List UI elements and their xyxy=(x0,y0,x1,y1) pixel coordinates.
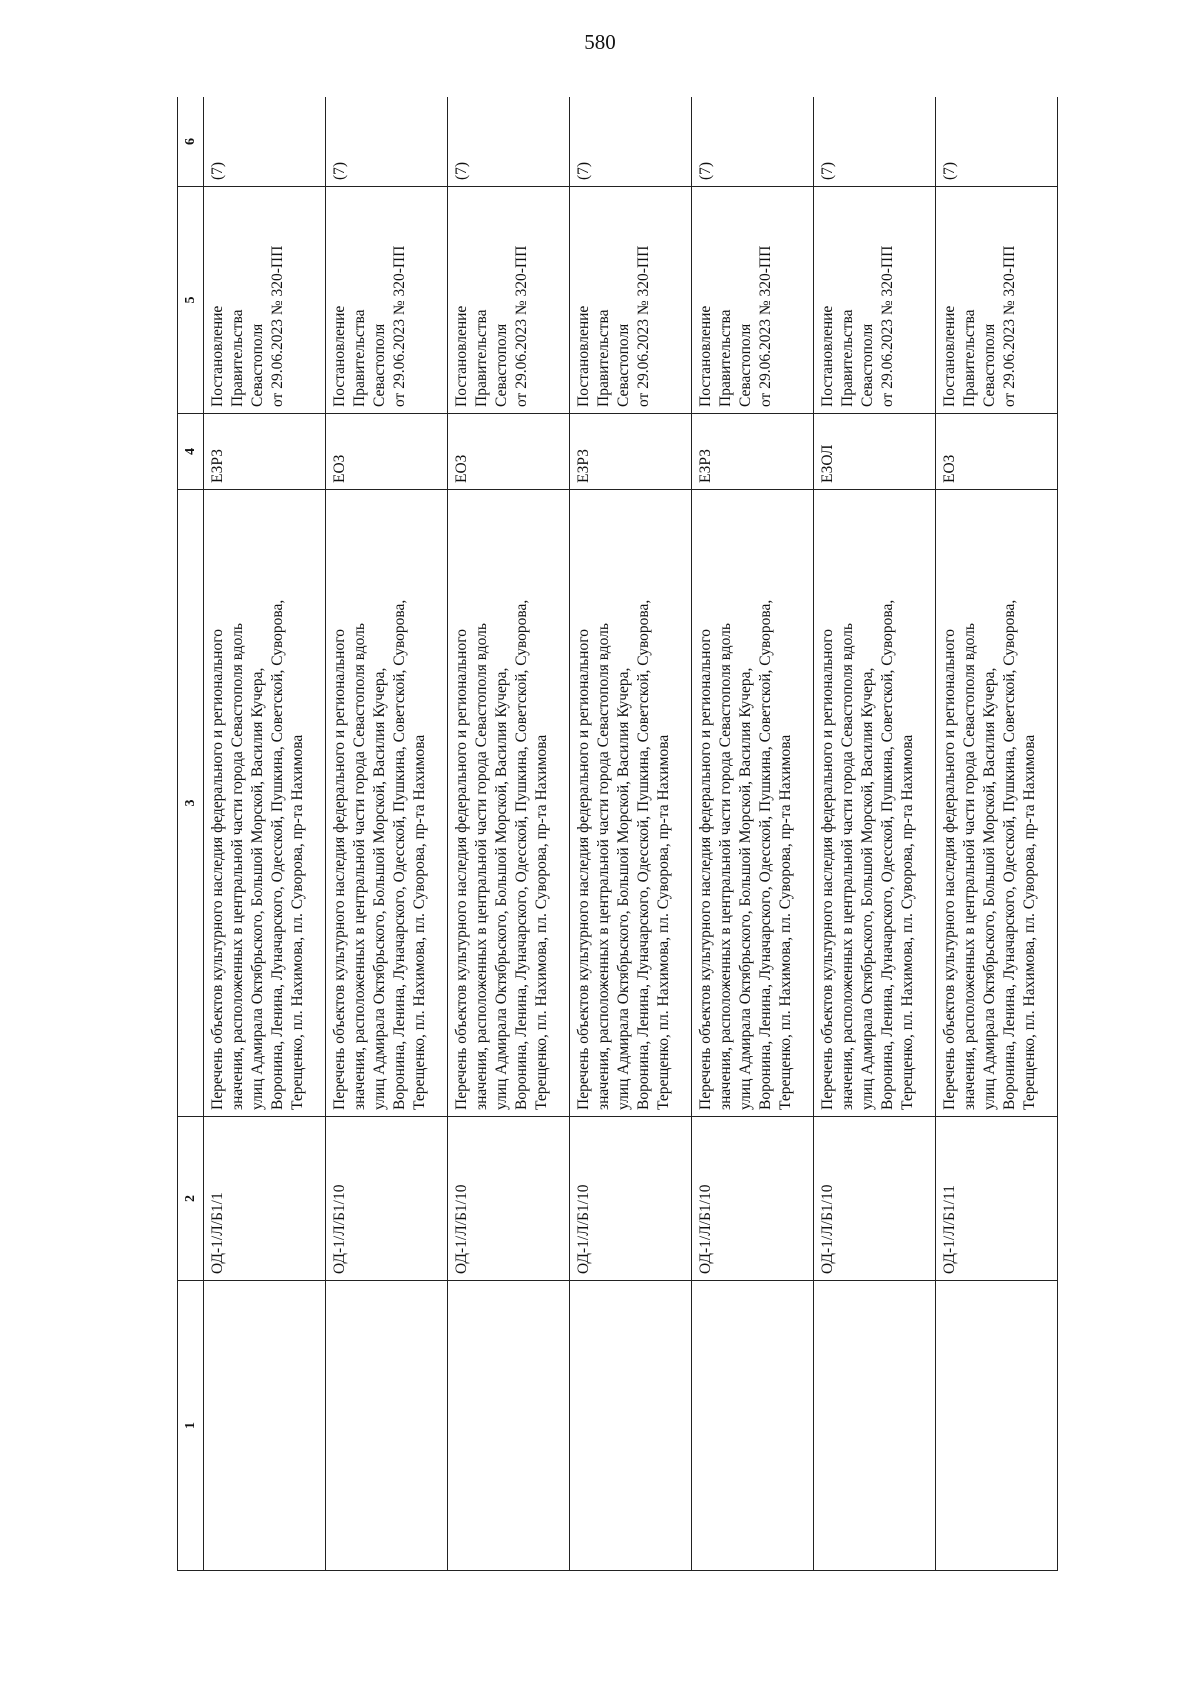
description-cell: Перечень объектов культурного наследия федерального и регионального значения, расположенных в центральной части города Севастополя вдоль улиц Адмирала Октябрьского, Большой Морской, Василия Кучера, Воронина, Ленина, Луначарского, Одесской, Пушкина, Советской, Суворова, Терещенко, пл. Нахимова, пл. Суворова, пр-та Нахимова xyxy=(204,490,326,1117)
column-header-4: 4 xyxy=(178,414,204,490)
table-row xyxy=(692,97,814,1571)
document-cell: Постановление Правительства Севастополя от 29.06.2023 № 320-ПП xyxy=(326,187,448,414)
zone-code-cell: ОД-1/Л/Б1/10 xyxy=(326,1117,448,1281)
zone-code-cell: ОД-1/Л/Б1/10 xyxy=(814,1117,936,1281)
column-header-2: 2 xyxy=(178,1117,204,1281)
zone-code-cell: ОД-1/Л/Б1/10 xyxy=(692,1117,814,1281)
note-cell: (7) xyxy=(692,97,814,187)
column-header-1: 1 xyxy=(178,1281,204,1571)
page-number: 580 xyxy=(584,30,616,54)
note-cell: (7) xyxy=(814,97,936,187)
document-cell: Постановление Правительства Севастополя от 29.06.2023 № 320-ПП xyxy=(570,187,692,414)
table-row xyxy=(448,97,570,1571)
row-blank-cell xyxy=(204,1281,326,1571)
document-cell: Постановление Правительства Севастополя от 29.06.2023 № 320-ПП xyxy=(448,187,570,414)
zone-type-cell: ЕЗРЗ xyxy=(570,414,692,490)
table-row xyxy=(814,97,936,1571)
description-cell: Перечень объектов культурного наследия федерального и регионального значения, расположенных в центральной части города Севастополя вдоль улиц Адмирала Октябрьского, Большой Морской, Василия Кучера, Воронина, Ленина, Луначарского, Одесской, Пушкина, Советской, Суворова, Терещенко, пл. Нахимова, пл. Суворова, пр-та Нахимова xyxy=(936,490,1058,1117)
zones-table xyxy=(177,97,1058,1571)
row-blank-cell xyxy=(814,1281,936,1571)
column-header-5: 5 xyxy=(178,187,204,414)
zone-type-cell: ЕОЗ xyxy=(936,414,1058,490)
document-cell: Постановление Правительства Севастополя от 29.06.2023 № 320-ПП xyxy=(936,187,1058,414)
zone-code-cell: ОД-1/Л/Б1/10 xyxy=(570,1117,692,1281)
note-cell: (7) xyxy=(326,97,448,187)
note-cell: (7) xyxy=(204,97,326,187)
zone-type-cell: ЕОЗ xyxy=(448,414,570,490)
description-cell: Перечень объектов культурного наследия федерального и регионального значения, расположенных в центральной части города Севастополя вдоль улиц Адмирала Октябрьского, Большой Морской, Василия Кучера, Воронина, Ленина, Луначарского, Одесской, Пушкина, Советской, Суворова, Терещенко, пл. Нахимова, пл. Суворова, пр-та Нахимова xyxy=(570,490,692,1117)
zone-code-cell: ОД-1/Л/Б1/1 xyxy=(204,1117,326,1281)
description-cell: Перечень объектов культурного наследия федерального и регионального значения, расположенных в центральной части города Севастополя вдоль улиц Адмирала Октябрьского, Большой Морской, Василия Кучера, Воронина, Ленина, Луначарского, Одесской, Пушкина, Советской, Суворова, Терещенко, пл. Нахимова, пл. Суворова, пр-та Нахимова xyxy=(326,490,448,1117)
table-row xyxy=(204,97,326,1571)
note-cell: (7) xyxy=(570,97,692,187)
row-blank-cell xyxy=(936,1281,1058,1571)
table-row xyxy=(570,97,692,1571)
row-blank-cell xyxy=(692,1281,814,1571)
zone-type-cell: ЕОЗ xyxy=(326,414,448,490)
zone-code-cell: ОД-1/Л/Б1/11 xyxy=(936,1117,1058,1281)
table-header-row xyxy=(178,97,204,1571)
description-cell: Перечень объектов культурного наследия федерального и регионального значения, расположенных в центральной части города Севастополя вдоль улиц Адмирала Октябрьского, Большой Морской, Василия Кучера, Воронина, Ленина, Луначарского, Одесской, Пушкина, Советской, Суворова, Терещенко, пл. Нахимова, пл. Суворова, пр-та Нахимова xyxy=(814,490,936,1117)
description-cell: Перечень объектов культурного наследия федерального и регионального значения, расположенных в центральной части города Севастополя вдоль улиц Адмирала Октябрьского, Большой Морской, Василия Кучера, Воронина, Ленина, Луначарского, Одесской, Пушкина, Советской, Суворова, Терещенко, пл. Нахимова, пл. Суворова, пр-та Нахимова xyxy=(692,490,814,1117)
document-cell: Постановление Правительства Севастополя от 29.06.2023 № 320-ПП xyxy=(692,187,814,414)
row-blank-cell xyxy=(326,1281,448,1571)
column-header-6: 6 xyxy=(178,97,204,187)
zone-type-cell: ЕЗОЛ xyxy=(814,414,936,490)
note-cell: (7) xyxy=(448,97,570,187)
description-cell: Перечень объектов культурного наследия федерального и регионального значения, расположенных в центральной части города Севастополя вдоль улиц Адмирала Октябрьского, Большой Морской, Василия Кучера, Воронина, Ленина, Луначарского, Одесской, Пушкина, Советской, Суворова, Терещенко, пл. Нахимова, пл. Суворова, пр-та Нахимова xyxy=(448,490,570,1117)
table-row xyxy=(326,97,448,1571)
document-cell: Постановление Правительства Севастополя от 29.06.2023 № 320-ПП xyxy=(814,187,936,414)
zone-type-cell: ЕЗРЗ xyxy=(204,414,326,490)
row-blank-cell xyxy=(448,1281,570,1571)
column-header-3: 3 xyxy=(178,490,204,1117)
zone-type-cell: ЕЗРЗ xyxy=(692,414,814,490)
note-cell: (7) xyxy=(936,97,1058,187)
document-cell: Постановление Правительства Севастополя от 29.06.2023 № 320-ПП xyxy=(204,187,326,414)
zone-code-cell: ОД-1/Л/Б1/10 xyxy=(448,1117,570,1281)
table-row xyxy=(936,97,1058,1571)
row-blank-cell xyxy=(570,1281,692,1571)
rotated-table-frame xyxy=(177,97,1058,1571)
table-container xyxy=(177,97,1058,1571)
